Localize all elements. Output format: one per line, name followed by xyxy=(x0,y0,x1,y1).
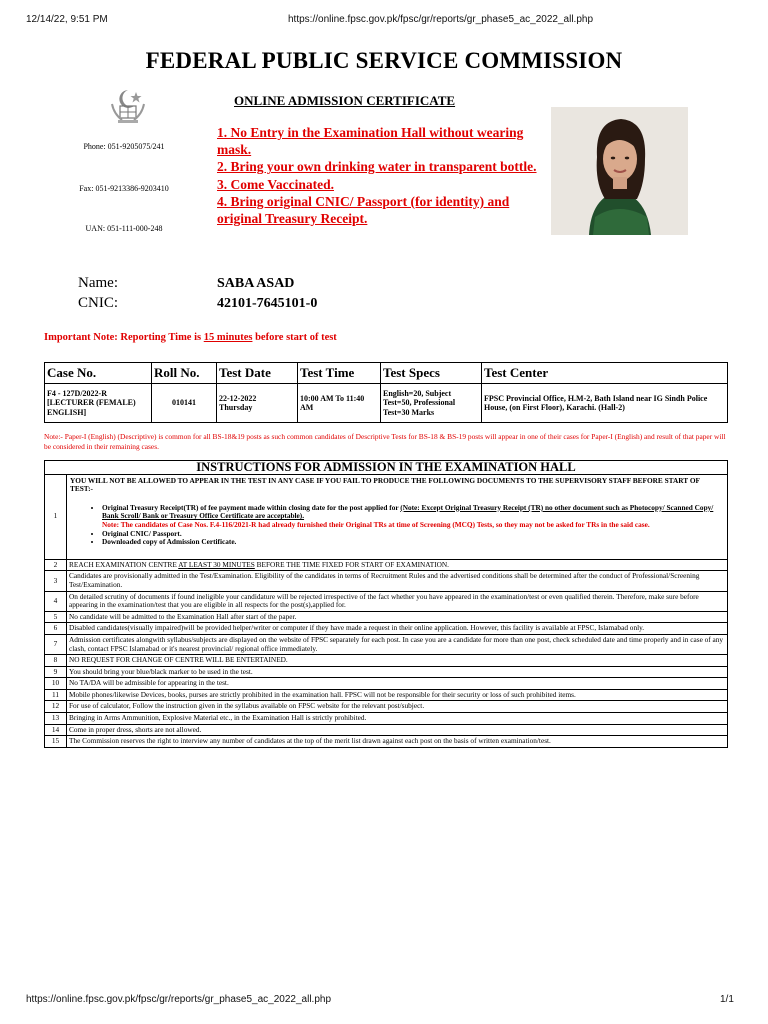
instruction-row: 11 Mobile phones/likewise Devices, books, purses are strictly prohibited in the examination hall. FPSC will not be responsible for their security or loss of such prohibited items. xyxy=(45,689,728,701)
col-test-specs: Test Specs xyxy=(381,363,482,384)
certificate-subtitle: ONLINE ADMISSION CERTIFICATE xyxy=(234,93,456,108)
uan-number: UAN: 051-111-000-248 xyxy=(85,224,163,233)
test-details-table xyxy=(44,362,728,423)
instruction-row: 7 Admission certificates alongwith syllabus/subjects are displayed on the website of FPSC separately for each post. In case you are a candidate for more than one post, check scheduled date and time properly and in case of any clash, contact FPSC Islamabad or it's nearest provincial/ regional office immediately. xyxy=(45,634,728,654)
list-item: • Downloaded copy of Admission Certificate. xyxy=(102,538,724,547)
fax-number: Fax: 051-9213386-9203410 xyxy=(79,184,169,193)
instructions-table xyxy=(44,460,728,748)
test-specs-cell: English=20, Subject Test=50, Professional Test=30 Marks xyxy=(381,384,482,423)
test-time-cell: 10:00 AM To 11:40 AM xyxy=(298,384,381,423)
instruction-intro: YOU WILL NOT BE ALLOWED TO APPEAR IN THE TEST IN ANY CASE IF YOU FAIL TO PRODUCE THE FOLLOWING DOCUMENTS TO THE SUPERVISORY STAFF BEFORE START OF TEST:- xyxy=(70,475,700,494)
required-documents-list xyxy=(70,504,724,547)
instruction-row: 10 No TA/DA will be admissible for appearing in the test. xyxy=(45,678,728,690)
print-url-header: https://online.fpsc.gov.pk/fpsc/gr/reports/gr_phase5_ac_2022_all.php xyxy=(288,14,594,25)
rule-item: 4. Bring original CNIC/ Passport (for identity) and original Treasury Receipt. xyxy=(217,193,510,227)
test-center-cell: FPSC Provincial Office, H.M-2, Bath Island near IG Sindh Police House, (on First Floor), Karachi. (Hall-2) xyxy=(482,384,728,423)
col-test-time: Test Time xyxy=(298,363,381,384)
instruction-row: 12 For use of calculator, Follow the instruction given in the syllabus available on FPSC website for the relevant post/subject. xyxy=(45,701,728,713)
page-title: FEDERAL PUBLIC SERVICE COMMISSION xyxy=(145,48,623,73)
list-item: • Original CNIC/ Passport. xyxy=(102,530,724,539)
col-roll-no: Roll No. xyxy=(152,363,217,384)
instruction-row: 14 Come in proper dress, shorts are not allowed. xyxy=(45,724,728,736)
cnic-label: CNIC: xyxy=(78,295,119,311)
instruction-row: 9 You should bring your blue/black marker to be used in the test. xyxy=(45,666,728,678)
case-no-cell: F4 - 127D/2022-R [LECTURER (FEMALE) ENGLISH] xyxy=(45,384,152,423)
col-case-no: Case No. xyxy=(45,363,152,384)
rule-item: 1. No Entry in the Examination Hall without wearing mask. xyxy=(217,125,524,158)
instruction-row: 4 On detailed scrutiny of documents if found ineligible your candidature will be rejected irrespective of the fact whether you have appeared in the examination/test or even qualified therein. Therefore, make sure before appearing in the examination/test that you are eligible in all respects for the post(s),applied for. xyxy=(45,591,728,611)
instruction-row: 8 NO REQUEST FOR CHANGE OF CENTRE WILL BE ENTERTAINED. xyxy=(45,655,728,667)
instruction-row: 1 YOU WILL NOT BE ALLOWED TO APPEAR IN THE TEST IN ANY CASE IF YOU FAIL TO PRODUCE THE FOLLOWING DOCUMENTS TO THE SUPERVISORY STAFF BEFORE START OF TEST:- • Original Treasury Receipt(TR) of fee payment made within closing date for the post applied for (Note: Except Original Treasury Receipt (TR) no other document such as Photocopy/ Scanned Copy/ Bank Scroll/ Bank or Treasury Office Certificate are acceptable). Note: The candidates of Case Nos. F.4-116/2021-R had already furnished their Original TRs at time of Screening (MCQ) Tests, so they may not be asked for TRs in the said case. • Original CNIC/ Passport. • Downloaded copy of Admission Certificate. xyxy=(45,474,728,559)
pakistan-emblem-icon xyxy=(106,86,150,126)
col-test-date: Test Date xyxy=(217,363,298,384)
reporting-time-note: Important Note: Reporting Time is 15 minutes before start of test xyxy=(44,332,337,343)
print-datetime: 12/14/22, 9:51 PM xyxy=(26,14,108,25)
instruction-row: 3 Candidates are provisionally admitted in the Test/Examination. Eligibility of the candidates in terms of Recruitment Rules and the advertised conditions shall be determined after the conduct of Professional/Screening Test/Examination. xyxy=(45,571,728,591)
page-number: 1/1 xyxy=(720,994,734,1005)
candidate-photo xyxy=(551,107,688,235)
instruction-row: 13 Bringing in Arms Ammunition, Explosive Material etc., in the Examination Hall is strictly prohibited. xyxy=(45,713,728,725)
test-date-cell: 22-12-2022 Thursday xyxy=(217,384,298,423)
candidate-cnic: 42101-7645101-0 xyxy=(217,296,318,311)
reporting-minutes: 15 minutes xyxy=(203,332,253,343)
table-row xyxy=(45,384,728,423)
paper-note: Note:- Paper-I (English) (Descriptive) is common for all BS-18&19 posts as such common candidates of Descriptive Tests for BS-18 & BS-19 posts will appear in one of their cases for Paper-I (English) and result of that paper will be considered in their remaining cases. xyxy=(44,432,726,451)
rule-item: 3. Come Vaccinated. xyxy=(217,176,334,192)
rule-item: 2. Bring your own drinking water in transparent bottle. xyxy=(217,159,537,175)
list-item: • Original Treasury Receipt(TR) of fee payment made within closing date for the post applied for (Note: Except Original Treasury Receipt (TR) no other document such as Photocopy/ Scanned Copy/ Bank Scroll/ Bank or Treasury Office Certificate are acceptable). Note: The candidates of Case Nos. F.4-116/2021-R had already furnished their Original TRs at time of Screening (MCQ) Tests, so they may not be asked for TRs in the said case. xyxy=(102,504,724,530)
exam-rules xyxy=(217,124,547,227)
candidate-name: SABA ASAD xyxy=(217,276,295,291)
instructions-list xyxy=(45,571,728,748)
phone-number: Phone: 051-9205075/241 xyxy=(83,142,165,151)
instruction-row: 15 The Commission reserves the right to interview any number of candidates at the top of the merit list drawn against each post on the basis of written examination/test. xyxy=(45,736,728,748)
instruction-row: 5 No candidate will be admitted to the Examination Hall after start of the paper. xyxy=(45,611,728,623)
col-test-center: Test Center xyxy=(482,363,728,384)
instructions-heading: INSTRUCTIONS FOR ADMISSION IN THE EXAMINATION HALL xyxy=(45,461,728,475)
print-url-footer: https://online.fpsc.gov.pk/fpsc/gr/reports/gr_phase5_ac_2022_all.php xyxy=(26,994,332,1005)
roll-no-cell: 010141 xyxy=(152,384,217,423)
instruction-row: 2 REACH EXAMINATION CENTRE AT LEAST 30 MINUTES BEFORE THE TIME FIXED FOR START OF EXAMINATION. xyxy=(45,559,728,571)
instruction-row: 6 Disabled candidates(visually impaired)will be provided helper/writer or computer if they have made a request in their online application. However, this facility is available at FPSC, Islamabad only. xyxy=(45,623,728,635)
name-label: Name: xyxy=(78,275,118,291)
